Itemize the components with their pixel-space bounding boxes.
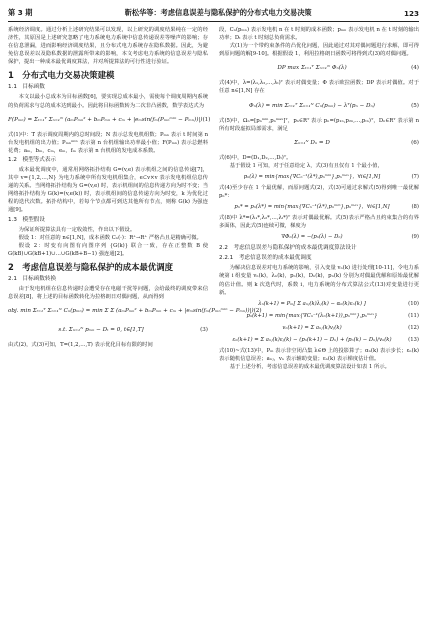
- equation-6: [219, 135, 419, 152]
- equation-2: [8, 303, 262, 320]
- equation-3: [8, 322, 208, 339]
- equation-13-number: (13): [408, 336, 419, 343]
- paragraph-eq5: 式(5)中，Ωₙ=[pₙᵐⁱⁿ,pₙᵐᵃˣ]ᵀ，pₙ∈Rᵀ 表示 pₙ=(p₁ₙ,p₂ₙ,…,pₜₙ)ᵀ，Dₙ∈Rᵀ 表示第 n 所有时段虚拟局部需求，满足: [219, 117, 419, 132]
- equation-6-number: (6): [411, 139, 419, 146]
- equation-5-body: Φₙ(λ) = min Σₜ₌₁ᵀ Σₙ₌₁ᴺ Cₙ(pₘₙ) − λᵀ(pₙ − Dₙ): [249, 102, 375, 109]
- page-number: 123: [403, 8, 419, 18]
- equation-3-body: s.t. Σₙ₌₁ᴺ pₘₙ − Dₜ = 0, t∈[1,T]: [58, 327, 144, 334]
- paragraph-1-2: 成本最优调度中，通常用网络拓扑结构 G=(v,e) 表示机组之间的信息传递[7]，其中 v={1,2,…,N} 为电力系统中所有发电机组集合，e⊂v×v 表示发电机组信息传递的关系。当网络拓扑结构为 G=(v,e) 时，表示机组间的信息传递方向为时不变；当网络拓扑结构为 G(k)=(v,e(k)) 时，表示机组间的信息传递方向为时变，k 为优化过程的迭代次数。拓扑结构中，若每个节点都可到达其他所有节点，则称 G(k) 为强连通[9]。: [8, 166, 208, 214]
- equation-9-body: ∇Φₙ(λ) = −(pₙ(λ) − Dₙ): [281, 234, 343, 241]
- equation-9-number: (9): [411, 234, 419, 241]
- equation-11-body: pₙ(k+1) = min{max{∇Cₙ⁻¹(λₙ(k+1)),pₙᵐⁱⁿ},pₙᵐᵃˣ}: [246, 312, 378, 319]
- equation-1-number: (1): [202, 116, 211, 123]
- equation-1: [8, 112, 211, 129]
- equation-10-body: λₙ(k+1) = Pₘ[ Σ aₙⱼ(k)λⱼ(k) − αₙ(k)εₙ(k) ]: [258, 300, 366, 307]
- equation-5-number: (5): [411, 102, 419, 109]
- equation-12-body: vₙ(k+1) = Σ aₙⱼ(k)vⱼ(k): [282, 324, 342, 331]
- running-title: 靳松华等：考虑信息误差与隐私保护的分布式电力交易决策: [124, 8, 312, 17]
- equation-12: [219, 323, 419, 333]
- assumption-2: 假设 2：时变有向图有向图序列 {G(k)} 联合一致，存在正整数 B 使 G(kB)∪G(kB+1)∪…∪G(kB+B−1) 强连通[2]。: [8, 242, 208, 257]
- equation-2-number: (2): [253, 308, 262, 315]
- equation-7-body: pₙ(λ) = min{max{∇Cₙ⁻¹(λ*),pₙᵐⁱⁿ},pₙᵐᵃˣ}，∀i∈[1,N]: [243, 173, 381, 180]
- section-1-3-heading: 1.3 模型假设: [8, 216, 45, 223]
- equation-8-body: pₙ* = pₙ(λ*) = min{max{∇Cₙ⁻¹(λ*),pₙᵐⁱⁿ},pₙᵐᵃˣ}，∀i∈[1,N]: [234, 204, 390, 211]
- equation-10: [219, 299, 419, 309]
- equation-10-number: (10): [408, 300, 419, 307]
- paragraph-eq13: 式(10)~式(13)中，Pₘ 表示非空闭凸集 λ∈Θ 上的投影算子；αₙ(k) 表示步长；εₙ(k) 表示随机信息误差；aₙⱼ，vₙ 表示辅助变量；εₙ(k) 表示梯度估计值。: [219, 347, 419, 362]
- paragraph-1-1: 本文以最小总成本为目标函数[6]，要实现总成本最小，需使每个调度周期内系统的负荷需求与总的成本达到最小。因此将目标函数转为二次非凸函数，数学表达式为: [8, 94, 208, 109]
- section-2-1-heading: 2.1 目标函数转换: [8, 275, 57, 282]
- paragraph-1-3: 为保证所提算法具有一定收敛性，作出以下假设。: [18, 226, 136, 233]
- equation-7-number: (7): [411, 173, 419, 180]
- equation-13: [219, 335, 419, 345]
- section-1-heading: 1 分布式电力交易决策建模: [8, 70, 115, 81]
- equation-8-number: (8): [411, 204, 419, 211]
- section-2-2-1-heading: 2.2.1 考虑信息误差的成本最优调度: [219, 255, 312, 262]
- dual-paragraph: 式(1)为一个带约束条件的凸优化问题，因此通过对其对偶问题进行求解，即可得到原问题的解[9-10]。根据假设 1，利用拉格朗日函数可将得到式(3)的对偶问题。: [219, 43, 419, 58]
- paragraph-2-2-1: 为解决信息误差对电力系统的影响，引入变量 vₙ(k) 进行处理[10-11]，令电力系统第 i 组变量 vₙ(k)，λₙ(k)，pₙ(k)，Dₙ(k)，pₙ(k) 分别为对偶最优解和原始最优解的估计值。则 k 次迭代时，系数 i，电力系统的分布式算法公式(13)对变量进行更新。: [219, 265, 419, 296]
- equation-9: [219, 232, 419, 242]
- equation-13-body: εₙ(k+1) = Σ aₙⱼ(k)εⱼ(k) − (pₙ(k+1) − Dₙ) + (pₙ(k) − Dₙ)/vₙ(k): [232, 336, 392, 343]
- equation-6-body: Σₙ₌₁ᴺ Dₙ = D: [294, 139, 330, 146]
- assumption-1: 假设 1：对任意的 n∈[1,N]，成本函数 Cₙ(·)：R⁺→R⁺ 严格凸且是精确可微。: [18, 234, 202, 241]
- section-1-1-heading: 1.1 目标函数: [8, 84, 45, 91]
- closing-paragraph: 基于上述分析，考虑信息误差的成本最优调度算法设计如表 1 所示。: [229, 363, 390, 370]
- paragraph-2-1: 由于发电机组在信息传递时会遭受存在电磁干扰等问题，会给最终的调度带来信息误差[8]，将上述的目标函数转化为拉格朗日对偶问题，从而得到: [8, 285, 208, 300]
- equation-8: [219, 202, 419, 212]
- paragraph-eq1: 式(1)中：T 表示调度周期内的总时间段；N 表示总发电机组数；Pₘₙ 表示 t 时间第 n 台发电机组的出力值；Pₘₙᵐⁱⁿ 表示第 n 台机组输出功率最小值；F(Pₘₙ) 表示总燃料花费；aₘ，bₘ，cₘ，eₘ，fₘ 表示第 n 台机组的发电成本系数。: [8, 131, 208, 154]
- equation-4: [219, 60, 419, 77]
- paragraph-eq4: 式(4)中，λ=(λ₁,λ₂,…,λₜ)ᵀ 表示对偶变量；Φ 表示欧拉函数；DP 表示对偶值。对于任意 n∈[1,N] 存在: [219, 80, 419, 95]
- section-1-2-heading: 1.2 模型等式表示: [8, 156, 57, 163]
- equation-5: [219, 98, 419, 115]
- paragraph-eq2-3: 由式(2)，式(3)可知，T=(1,2,…,T) 表示优化目标有限的时间: [8, 342, 153, 349]
- page-header: [8, 6, 419, 20]
- right-column: [219, 26, 419, 371]
- equation-7: [219, 172, 419, 182]
- intro-paragraph: 系统经济调度。通过分析上述研究结果可以发现，以上研究的调度结果纯在一定的经济性，其原因是上述研究忽略了电力系统电力系统中信息传递误差等噪声的影响；存在信息泄漏，进而影响经济调度结果，且分布式电力系统存在隐私数据。因此，为避免信息误差以及隐私数据的泄露所带来的影响，本文考虑电力系统的信息误差与隐私保护，提出一种成本最优调度算法，并对所提算法的可行性进行验证。: [8, 27, 208, 66]
- equation-4-number: (4): [411, 65, 419, 72]
- equation-11-number: (11): [408, 312, 419, 319]
- paragraph-eq7: 式(4)至少存在 1 个最优解，而原问题式(2)，式(3)可通过求解式(5)得到唯一最优解 pₙ*：: [219, 184, 419, 200]
- paragraph-assumption-1: 基于假设 1 可知，对于任意给定 λ，式(3)有且仅有 1 个最小值，: [229, 162, 383, 169]
- continuation-paragraph: 段，Cₙ(pₘₙ) 表示发电机 n 在 t 时刻的成本函数；pₘₙ 表示发电机 n 在 t 时刻的输出功率；Dₜ 表示 t 时刻总负荷需求。: [219, 27, 419, 42]
- header-rule: [8, 21, 419, 22]
- equation-4-body: DP max Σₜ₌₁ᵀ Σₙ₌₁ᴺ Φₙ(λ): [277, 65, 347, 72]
- equation-1-body: F(Pₘₙ) = Σₜ₌₁ᵀ Σₙ₌₁ᴺ (aₘPₘₙ² + bₘPₘₙ + cₘ + |eₘsin(fₘ(Pₘₙᵐⁱⁿ − Pₘₙ))|): [8, 116, 203, 123]
- section-2-heading: 2 考虑信息误差与隐私保护的成本最优调度: [8, 261, 173, 272]
- equation-3-number: (3): [200, 327, 208, 334]
- equation-11: [219, 311, 419, 321]
- equation-12-number: (12): [408, 324, 419, 331]
- section-2-2-heading: 2.2 考虑信息误差与隐私保护的成本最优调度算法设计: [219, 245, 357, 252]
- paragraph-eq8: 式(8)中 λ*=(λ₁*,λ₂*,…,λₜ*)ᵀ 表示对偶最优解。式(5)表示严格凸且约束集合的有界多面体，因此式(5)连续可微，梯度为: [219, 215, 419, 230]
- equation-2-body: obj. min Σₜ₌₁ᵀ Σₙ₌₁ᴺ Cₙ(pₘₙ) = min Σ Σ (aₘPₘₙ² + bₘPₘₙ + cₘ + |eₘsin(fₘ(Pₘₙᵐⁱⁿ − Pₘₙ))|): [8, 308, 254, 315]
- issue-number: 第 3 期: [8, 8, 33, 17]
- paragraph-eq6: 式(6)中，D=(D₁,D₂,…,Dₜ)ᵀ。: [219, 154, 292, 161]
